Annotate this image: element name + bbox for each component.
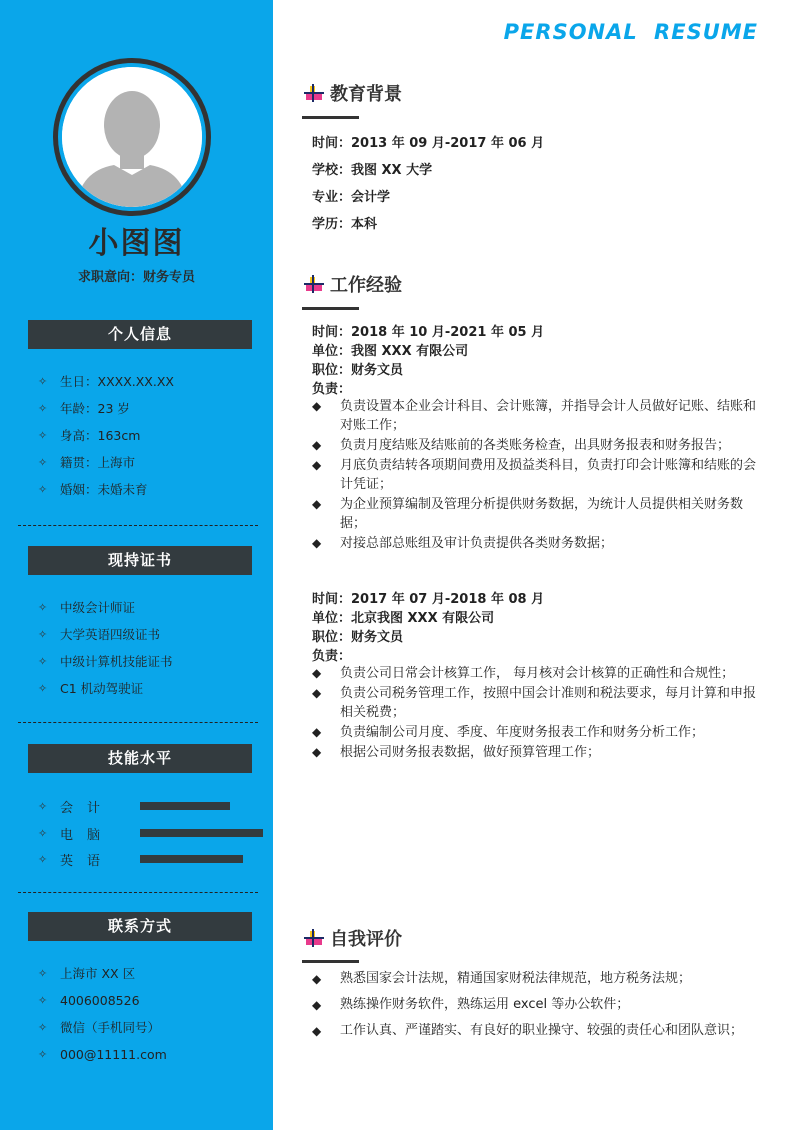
job-duties-list	[312, 664, 762, 763]
section-underline	[302, 960, 359, 963]
job-time: 时间：2018 年 10 月-2021 年 05 月	[312, 325, 545, 340]
list-item: ✧ 年龄：23 岁	[38, 395, 174, 422]
section-cross-icon	[302, 927, 330, 949]
self-evaluation-list	[312, 966, 762, 1044]
list-item: ✧ 中级计算机技能证书	[38, 648, 173, 675]
diamond-bullet-icon: ◆	[312, 666, 322, 680]
list-item: ◆ 根据公司财务报表数据，做好预算管理工作；	[312, 745, 601, 760]
education-degree: 学历：本科	[312, 217, 378, 232]
diamond-bullet-icon: ◆	[312, 725, 322, 739]
sparkle-bullet-icon: ✧	[38, 994, 48, 1007]
skill-row-computer: ✧ 电脑	[38, 823, 265, 843]
section-underline	[302, 116, 359, 119]
sparkle-bullet-icon: ✧	[38, 375, 48, 388]
sparkle-bullet-icon: ✧	[38, 682, 48, 695]
list-item: ◆ 负责公司日常会计核算工作， 每月核对会计核算的正确性和合规性；	[312, 666, 735, 681]
skill-level-bar	[140, 855, 243, 863]
personal-info-heading: 个人信息	[28, 320, 252, 349]
sparkle-bullet-icon: ✧	[38, 826, 48, 840]
list-item: ◆ 为企业预算编制及管理分析提供财务数据，为统计人员提供相关财务数据；	[312, 497, 744, 531]
job-duties-label: 负责：	[312, 382, 352, 397]
job-company: 单位：我图 XXX 有限公司	[312, 344, 469, 359]
certificates-list	[38, 594, 173, 702]
list-item: ✧ 微信（手机同号）	[38, 1014, 167, 1041]
sparkle-bullet-icon: ✧	[38, 402, 48, 415]
education-school: 学校：我图 XX 大学	[312, 163, 433, 178]
avatar	[53, 58, 211, 216]
certificates-heading: 现持证书	[28, 546, 252, 575]
education-major: 专业：会计学	[312, 190, 391, 205]
list-item: ✧ 上海市 XX 区	[38, 960, 167, 987]
job-company: 单位：北京我图 XXX 有限公司	[312, 611, 495, 626]
candidate-name: 小图图	[88, 226, 185, 261]
sparkle-bullet-icon: ✧	[38, 1021, 48, 1034]
contact-heading: 联系方式	[28, 912, 252, 941]
diamond-bullet-icon: ◆	[312, 438, 322, 452]
diamond-bullet-icon: ◆	[312, 399, 322, 413]
education-time: 时间：2013 年 09 月-2017 年 06 月	[312, 136, 545, 151]
divider	[18, 525, 258, 526]
job-position: 职位：财务文员	[312, 630, 404, 645]
list-item: ✧ 4006008526	[38, 987, 167, 1014]
section-cross-icon	[302, 82, 330, 104]
list-item: ◆ 负责设置本企业会计科目、会计账簿，并指导会计人员做好记账、结账和对账工作；	[312, 399, 757, 433]
list-item: ◆ 负责编制公司月度、季度、年度财务报表工作和财务分析工作；	[312, 725, 705, 740]
list-item: ◆ 月底负责结转各项期间费用及损益类科目，负责打印会计账簿和结账的会计凭证；	[312, 458, 757, 492]
person-silhouette-icon	[62, 67, 202, 207]
list-item: ◆ 工作认真、严谨踏实、有良好的职业操守、较强的责任心和团队意识；	[312, 1018, 762, 1044]
sparkle-bullet-icon: ✧	[38, 456, 48, 469]
list-item: ✧ 000@11111.com	[38, 1041, 167, 1068]
skill-row-english: ✧ 英语	[38, 849, 265, 869]
job-time: 时间：2017 年 07 月-2018 年 08 月	[312, 592, 545, 607]
divider	[18, 722, 258, 723]
sparkle-bullet-icon: ✧	[38, 483, 48, 496]
sidebar	[0, 0, 273, 1130]
diamond-bullet-icon: ◆	[312, 536, 322, 550]
divider	[18, 892, 258, 893]
sparkle-bullet-icon: ✧	[38, 852, 48, 866]
list-item: ✧ 生日：XXXX.XX.XX	[38, 368, 174, 395]
skill-level-bar	[140, 829, 263, 837]
skill-row-accounting: ✧ 会计	[38, 796, 265, 816]
resume-banner: PERSONAL RESUME	[503, 20, 758, 44]
personal-info-list	[38, 368, 174, 503]
job-duties-label: 负责：	[312, 649, 352, 664]
diamond-bullet-icon: ◆	[312, 998, 322, 1012]
list-item: ✧ C1 机动驾驶证	[38, 675, 173, 702]
diamond-bullet-icon: ◆	[312, 972, 322, 986]
diamond-bullet-icon: ◆	[312, 497, 322, 511]
sparkle-bullet-icon: ✧	[38, 967, 48, 980]
list-item: ✧ 中级会计师证	[38, 594, 173, 621]
self-evaluation-heading: 自我评价	[302, 925, 402, 951]
list-item: ◆ 负责公司税务管理工作，按照中国会计准则和税法要求，每月计算和申报相关税费；	[312, 686, 757, 720]
list-item: ◆ 熟悉国家会计法规，精通国家财税法律规范，地方税务法规；	[312, 966, 762, 992]
list-item: ✧ 大学英语四级证书	[38, 621, 173, 648]
contact-list	[38, 960, 167, 1068]
sparkle-bullet-icon: ✧	[38, 429, 48, 442]
skill-level-bar	[140, 802, 230, 810]
diamond-bullet-icon: ◆	[312, 745, 322, 759]
job-duties-list	[312, 397, 762, 554]
section-cross-icon	[302, 273, 330, 295]
list-item: ◆ 对接总部总账组及审计负责提供各类财务数据；	[312, 536, 614, 551]
job-objective: 求职意向：财务专员	[77, 270, 195, 285]
diamond-bullet-icon: ◆	[312, 686, 322, 700]
sparkle-bullet-icon: ✧	[38, 601, 48, 614]
education-heading: 教育背景	[302, 80, 402, 106]
list-item: ✧ 身高：163cm	[38, 422, 174, 449]
section-underline	[302, 307, 359, 310]
list-item: ◆ 熟练操作财务软件，熟练运用 excel 等办公软件；	[312, 992, 762, 1018]
sparkle-bullet-icon: ✧	[38, 655, 48, 668]
sparkle-bullet-icon: ✧	[38, 1048, 48, 1061]
skills-heading: 技能水平	[28, 744, 252, 773]
list-item: ✧ 籍贯：上海市	[38, 449, 174, 476]
list-item: ✧ 婚姻：未婚未育	[38, 476, 174, 503]
work-heading: 工作经验	[302, 271, 402, 297]
sparkle-bullet-icon: ✧	[38, 799, 48, 813]
sparkle-bullet-icon: ✧	[38, 628, 48, 641]
diamond-bullet-icon: ◆	[312, 458, 322, 472]
list-item: ◆ 负责月度结账及结账前的各类账务检查，出具财务报表和财务报告；	[312, 438, 731, 453]
job-position: 职位：财务文员	[312, 363, 404, 378]
diamond-bullet-icon: ◆	[312, 1024, 322, 1038]
